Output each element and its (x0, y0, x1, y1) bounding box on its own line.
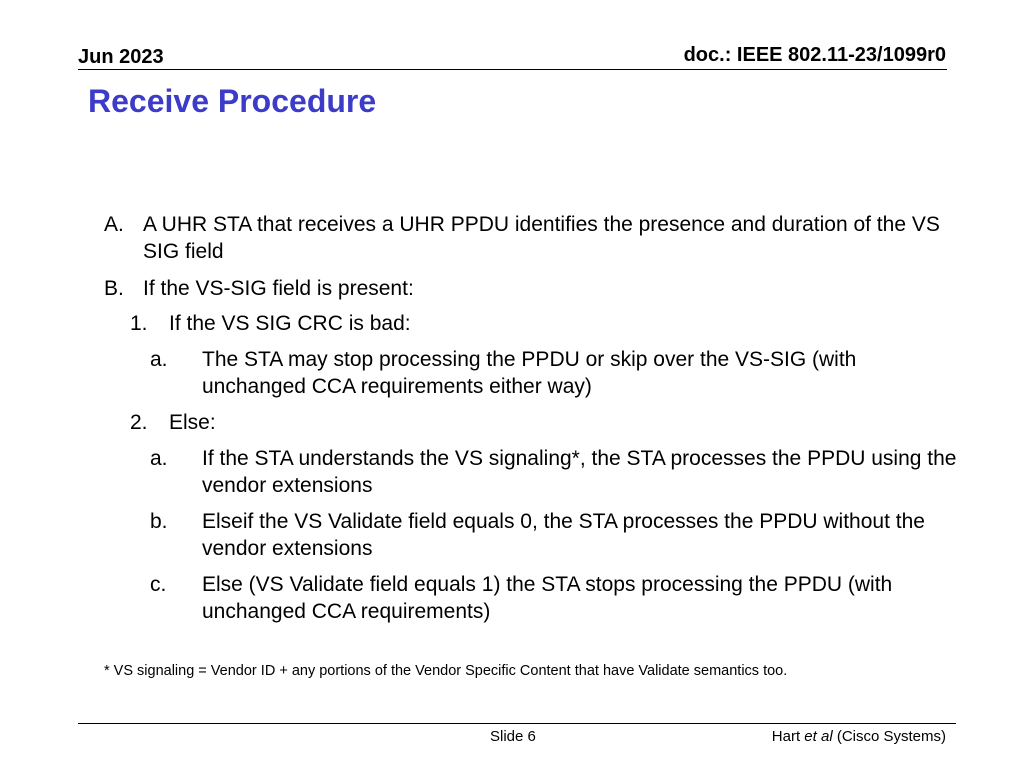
list-text: If the VS-SIG field is present: (143, 277, 414, 300)
author-affiliation: (Cisco Systems) (832, 728, 946, 745)
footer-divider (78, 723, 956, 724)
list-text: Else (VS Validate field equals 1) the STA stops processing the PPDU (with unchanged CCA requirements) (202, 573, 893, 623)
list-text: The STA may stop processing the PPDU or skip over the VS-SIG (with unchanged CCA requirements either way) (202, 348, 857, 398)
list-text: If the VS SIG CRC is bad: (169, 312, 411, 335)
author-et-al: et al (804, 728, 833, 745)
list-text: If the STA understands the VS signaling*, the STA processes the PPDU using the vendor extensions (202, 447, 957, 497)
footnote: * VS signaling = Vendor ID + any portions of the Vendor Specific Content that have Validate semantics too. (104, 663, 788, 679)
list-marker: a. (150, 348, 168, 371)
header-doc-id: doc.: IEEE 802.11-23/1099r0 (683, 44, 946, 66)
list-marker: b. (150, 510, 168, 533)
footer-author (772, 728, 946, 745)
author-name: Hart (771, 728, 805, 745)
header-divider (78, 69, 947, 70)
slide-number: Slide 6 (490, 728, 536, 745)
list-marker: B. (104, 277, 124, 300)
list-marker: 2. (130, 411, 148, 434)
list-marker: c. (150, 573, 167, 596)
list-text: Elseif the VS Validate field equals 0, the STA processes the PPDU without the vendor extensions (202, 510, 925, 560)
list-marker: A. (104, 213, 124, 236)
list-text: A UHR STA that receives a UHR PPDU identifies the presence and duration of the VS SIG field (143, 213, 940, 263)
slide-title: Receive Procedure (88, 83, 377, 119)
list-text: Else: (169, 411, 216, 434)
list-marker: 1. (130, 312, 148, 335)
header-date: Jun 2023 (78, 46, 164, 68)
list-marker: a. (150, 447, 168, 470)
